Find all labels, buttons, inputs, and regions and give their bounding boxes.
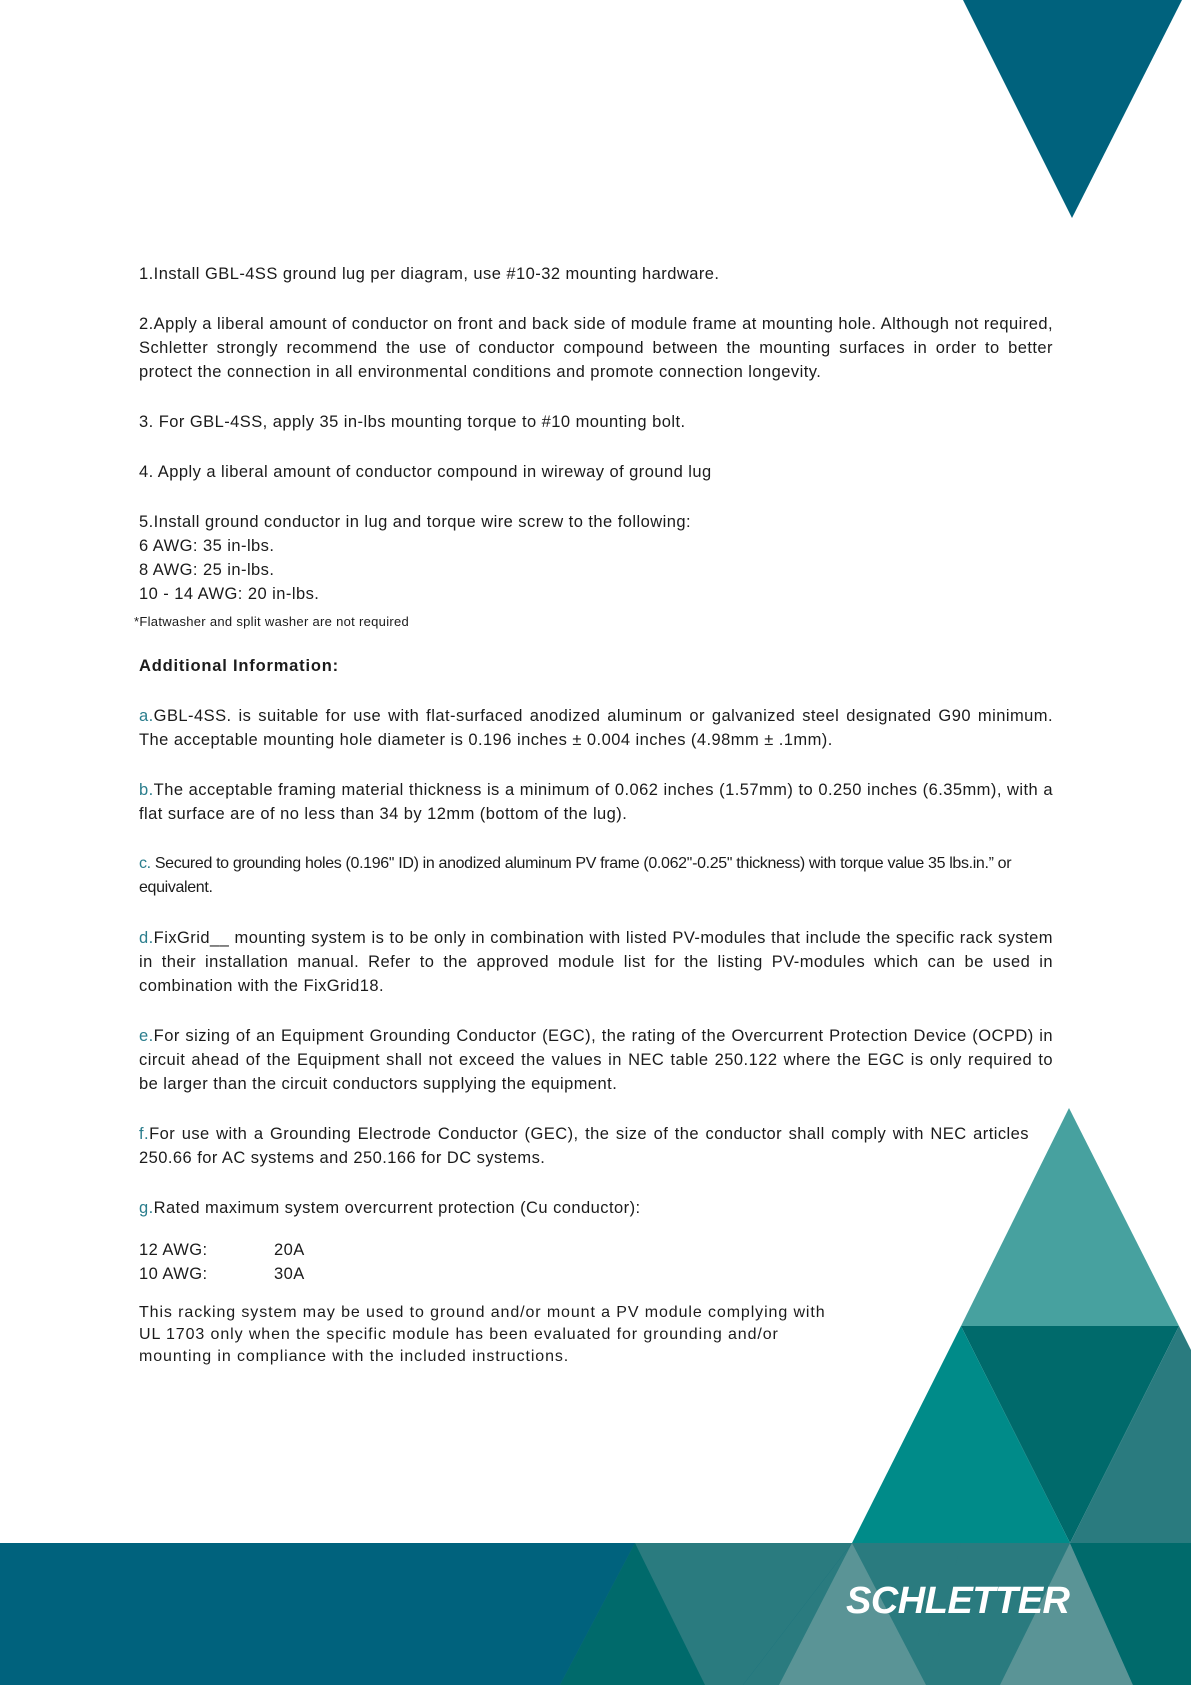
step-5 [139,510,1053,606]
item-b [139,778,1053,826]
item-g-letter: g. [139,1199,154,1217]
top-right-triangle [963,0,1182,218]
item-f-letter: f. [139,1125,150,1143]
schletter-logo: SCHLETTER [846,1580,1070,1622]
additional-info-heading: Additional Information: [139,657,339,675]
item-d-text: FixGrid__ mounting system is to be only in combination with listed PV-modules that include the specific rack system in their installation manual. Refer to the approved module list for the listing PV-modules which can be used in combination with the FixGrid18. [139,929,1053,995]
rating-amps: 20A [274,1241,305,1259]
step-3: 3. For GBL-4SS, apply 35 in-lbs mounting torque to #10 mounting bolt. [139,413,686,431]
step-1: 1.Install GBL-4SS ground lug per diagram, use #10-32 mounting hardware. [139,265,720,283]
item-c-text: Secured to grounding holes (0.196'' ID) in anodized aluminum PV frame (0.062''-0.25'' thickness) with torque value 35 lbs.in.” or equivalent. [139,855,1012,896]
item-a-letter: a. [139,707,154,725]
washer-footnote: *Flatwasher and split washer are not required [134,614,410,629]
disclaimer-line: UL 1703 only when the specific module has been evaluated for grounding and/or [139,1326,779,1343]
item-b-letter: b. [139,781,154,799]
rating-row [139,1262,1053,1286]
rating-table [139,1238,1053,1286]
item-f [139,1122,1029,1170]
item-b-text: The acceptable framing material thickness is a minimum of 0.062 inches (1.57mm) to 0.250 inches (6.35mm), with a flat surface are of no less than 34 by 12mm (bottom of the lug). [139,781,1053,823]
item-e-letter: e. [139,1027,154,1045]
item-g-text: Rated maximum system overcurrent protection (Cu conductor): [153,1199,641,1217]
item-e-text: For sizing of an Equipment Grounding Conductor (EGC), the rating of the Overcurrent Protection Device (OCPD) in circuit ahead of the Equipment shall not exceed the values in NEC table 250.122 where the EGC is only required to be larger than the circuit conductors supplying the equipment. [139,1027,1053,1093]
item-c [139,852,1053,900]
step-2: 2.Apply a liberal amount of conductor on front and back side of module frame at mounting hole. Although not required, Schletter strongly recommend the use of conductor compound between the mounting surfaces in order to better protect the connection in all environmental conditions and promote connection longevity. [139,315,1053,381]
item-d-letter: d. [139,929,154,947]
rating-size: 10 AWG: [139,1265,208,1283]
disclaimer-line: mounting in compliance with the included instructions. [139,1348,570,1365]
step-4: 4. Apply a liberal amount of conductor compound in wireway of ground lug [139,463,712,481]
item-a-text: GBL-4SS. is suitable for use with flat-surfaced anodized aluminum or galvanized steel designated G90 minimum. The acceptable mounting hole diameter is 0.196 inches ± 0.004 inches (4.98mm ± .1mm). [139,707,1053,749]
rating-row [139,1238,1053,1262]
item-g [139,1196,1053,1220]
ul-disclaimer [139,1302,899,1368]
rating-amps: 30A [274,1265,305,1283]
item-f-text: For use with a Grounding Electrode Conductor (GEC), the size of the conductor shall comply with NEC articles 250.66 for AC systems and 250.166 for DC systems. [139,1125,1029,1167]
instructions-body [134,262,1053,1368]
item-c-letter: c. [139,855,151,872]
torque-10-14awg: 10 - 14 AWG: 20 in-lbs. [139,585,320,603]
step-5-intro: 5.Install ground conductor in lug and torque wire screw to the following: [139,513,691,531]
disclaimer-line: This racking system may be used to ground and/or mount a PV module complying with [139,1304,826,1321]
torque-8awg: 8 AWG: 25 in-lbs. [139,561,275,579]
item-d [139,926,1053,998]
rating-size: 12 AWG: [139,1241,208,1259]
item-e [139,1024,1053,1096]
item-a [139,704,1053,752]
torque-6awg: 6 AWG: 35 in-lbs. [139,537,275,555]
